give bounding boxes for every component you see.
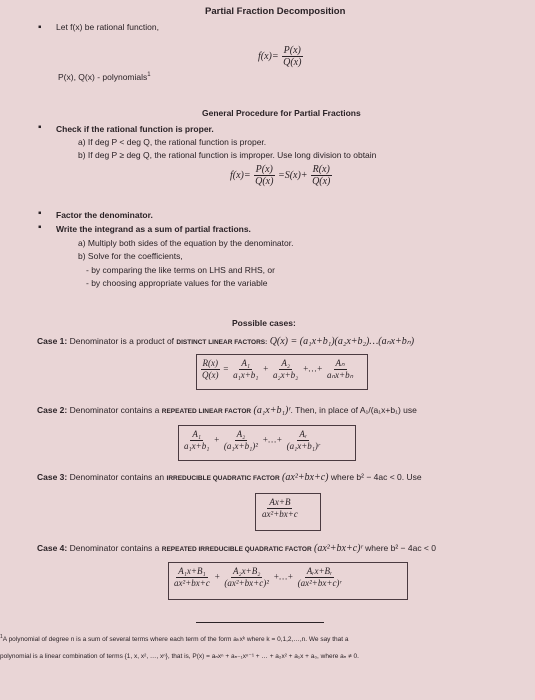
division-lhs: f(x)= — [230, 169, 251, 181]
case-4-smallcaps: REPEATED IRREDUCIBLE QUADRATIC FACTOR — [161, 546, 312, 553]
case-2-text: Denominator contains a — [69, 405, 160, 415]
bullet-icon: ▪ — [38, 208, 42, 219]
division-mid: =S(x)+ — [277, 169, 308, 181]
case-4-box-formula — [172, 566, 343, 589]
case2-dots: +…+ — [262, 434, 283, 445]
case-2-smallcaps: REPEATED LINEAR FACTOR — [161, 408, 252, 415]
step-3b-1: - by comparing the like terms on LHS and RHS, or — [86, 265, 275, 275]
case2-t1-den: a₁x+b₁ — [184, 441, 210, 451]
case4-t2-num: A₂x+B₂ — [233, 566, 261, 576]
case-3-formula: (ax²+bx+c) — [282, 472, 329, 483]
division-den1: Q(x) — [255, 176, 274, 187]
case2-plus: + — [213, 434, 220, 445]
polynomials-text: P(x), Q(x) - polynomials — [58, 72, 148, 82]
case2-t1-num: A₁ — [192, 429, 201, 439]
cases-heading: Possible cases: — [232, 318, 296, 328]
case-2-formula: (a₁x+b₁)ʳ — [253, 405, 291, 416]
step-check-proper: Check if the rational function is proper. — [56, 124, 214, 134]
case2-t2-num: A₂ — [236, 429, 246, 439]
long-division-formula — [230, 164, 332, 187]
case-1-line — [37, 336, 414, 347]
division-num2: R(x) — [312, 164, 330, 175]
case-2-label: Case 2: — [37, 405, 68, 415]
step-factor: Factor the denominator. — [56, 210, 153, 220]
case-2-line — [37, 405, 417, 416]
case-2-after: . Then, in place of A₁/(a₁x+b₁) use — [290, 405, 417, 415]
case-3-text: Denominator contains an — [69, 472, 165, 482]
footnote-ref: 1 — [147, 72, 151, 79]
step-1b: b) If deg P ≥ deg Q, the rational function is improper. Use long division to obtain — [78, 150, 377, 160]
step-sum-partial: Write the integrand as a sum of partial fractions. — [56, 224, 251, 234]
footnote-divider — [196, 622, 324, 623]
polynomials-note — [58, 72, 151, 82]
case-3-box-formula — [260, 497, 300, 520]
case1-t2-num: A₂ — [281, 358, 290, 368]
case-3-after: where b² − 4ac < 0. Use — [330, 472, 422, 482]
case-1-smallcaps: DISTINCT LINEAR FACTORS: — [176, 339, 268, 346]
footnote-text-1: A polynomial of degree n is a sum of several terms where each term of the form aₖxᵏ where k = 0,1,2,…,n. We say that a — [2, 636, 349, 644]
case1-plus: + — [262, 363, 269, 374]
case4-tn-den: (ax²+bx+c)ʳ — [297, 578, 342, 588]
case-1-label: Case 1: — [37, 336, 68, 346]
step-1a: a) If deg P < deg Q, the rational function is proper. — [78, 137, 267, 147]
intro-let-text: Let f(x) be rational function, — [56, 22, 160, 32]
step-3b-2: - by choosing appropriate values for the variable — [86, 278, 268, 288]
formula-denominator: Q(x) — [283, 57, 302, 68]
case1-tn-num: Aₙ — [335, 358, 345, 368]
case4-t1-num: A₁x+B₁ — [178, 566, 206, 576]
case2-t2-den: (a₁x+b₁)² — [223, 441, 258, 451]
division-num1: P(x) — [255, 164, 273, 175]
case-4-formula: (ax²+bx+c)ʳ — [314, 543, 363, 554]
case4-t2-den: (ax²+bx+c)² — [224, 578, 269, 588]
rational-function-formula — [258, 45, 303, 68]
case1-t2-den: a₂x+b₂ — [272, 370, 299, 380]
case1-lhs-num: R(x) — [202, 358, 218, 368]
step-3a: a) Multiply both sides of the equation by the denominator. — [78, 238, 294, 248]
case-1-text: Denominator is a product of — [69, 336, 175, 346]
case-3-label: Case 3: — [37, 472, 68, 482]
case4-tn-num: Aᵣx+Bᵣ — [306, 566, 333, 576]
bullet-icon: ▪ — [38, 22, 42, 33]
case-2-box-formula — [182, 429, 322, 452]
page-title: Partial Fraction Decomposition — [205, 6, 346, 17]
case-1-formula: Q(x) = (a₁x+b₁)(a₂x+b₂)…(aₙx+bₙ) — [269, 336, 415, 347]
case3-num: Ax+B — [269, 497, 291, 507]
formula-lhs: f(x)= — [258, 50, 279, 62]
case2-tn-num: Aᵣ — [299, 429, 308, 439]
division-den2: Q(x) — [312, 176, 331, 187]
case4-dots: +…+ — [273, 571, 294, 582]
case4-plus: + — [214, 571, 221, 582]
case1-t1-num: A₁ — [241, 358, 251, 368]
case1-tn-den: aₙx+bₙ — [326, 370, 354, 380]
case1-t1-den: a₁x+b₁ — [233, 370, 259, 380]
case3-den: ax²+bx+c — [262, 509, 298, 519]
case4-t1-den: ax²+bx+c — [174, 578, 210, 588]
footnote-mark: 1 — [0, 634, 3, 640]
case-4-after: where b² − 4ac < 0 — [365, 543, 436, 553]
step-3b: b) Solve for the coefficients, — [78, 251, 183, 261]
footnote-line-2: polynomial is a linear combination of terms {1, x, x², …, xⁿ}, that is, P(x) = aₙxⁿ + aₙ₋₁xⁿ⁻¹ + … + a₂x² + a₁x + a₀, where aₙ ≠ 0. — [0, 653, 359, 660]
case-4-line — [37, 543, 436, 554]
bullet-icon: ▪ — [38, 122, 42, 133]
case-3-smallcaps: IRREDUCIBLE QUADRATIC FACTOR — [166, 475, 280, 482]
case2-tn-den: (a₁x+b₁)ʳ — [286, 441, 320, 451]
bullet-icon: ▪ — [38, 222, 42, 233]
case-4-label: Case 4: — [37, 543, 68, 553]
case-1-box-formula — [200, 358, 355, 381]
case1-dots: +…+ — [302, 363, 323, 374]
case1-lhs-den: Q(x) — [202, 370, 219, 380]
case-4-text: Denominator contains a — [69, 543, 160, 553]
footnote-line-1 — [0, 634, 349, 643]
procedure-heading: General Procedure for Partial Fractions — [202, 108, 361, 118]
formula-numerator: P(x) — [283, 45, 301, 56]
case1-eq: = — [222, 363, 229, 374]
case-3-line — [37, 472, 422, 483]
